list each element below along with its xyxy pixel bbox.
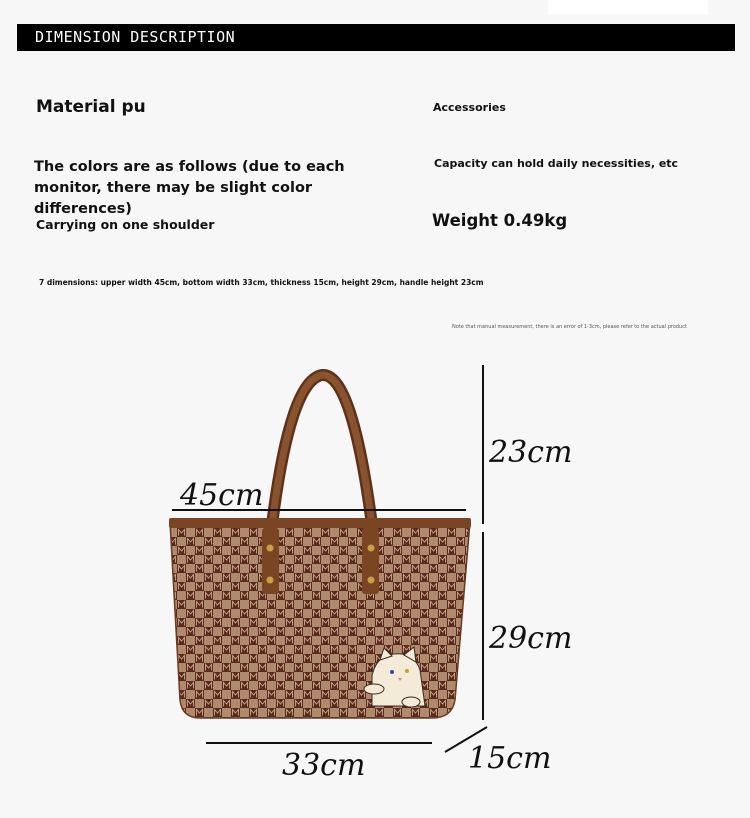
weight-text: Weight 0.49kg [432,211,568,230]
left-rivet-bottom-icon [267,577,274,584]
left-strap-tab-front [262,528,279,594]
upper-width-label: 45cm [180,478,264,513]
left-rivet-top-icon [267,545,274,552]
bag-body [170,522,470,718]
right-rivet-bottom-icon [368,577,375,584]
height-label: 29cm [489,621,573,656]
thickness-label: 15cm [468,741,552,776]
carrying-text: Carrying on one shoulder [36,217,215,232]
bottom-width-label: 33cm [282,748,366,783]
accessories-text: Accessories [433,101,506,114]
right-rivet-top-icon [368,545,375,552]
measurement-note: Note that manual measurement, there is an error of 1-3cm, please refer to the actual product [452,324,687,330]
colors-text: The colors are as follows (due to each monitor, there may be slight color differences) [34,159,345,217]
section-title: DIMENSION DESCRIPTION [35,28,236,46]
capacity-text: Capacity can hold daily necessities, etc [434,157,679,170]
material-text: Material pu [36,97,146,117]
dimensions-text: 7 dimensions: upper width 45cm, bottom width 33cm, thickness 15cm, height 29cm, handle height 23cm [39,278,484,287]
bag-top-trim [169,518,471,528]
handle-height-label: 23cm [489,435,573,470]
right-strap-tab-front [362,528,379,594]
